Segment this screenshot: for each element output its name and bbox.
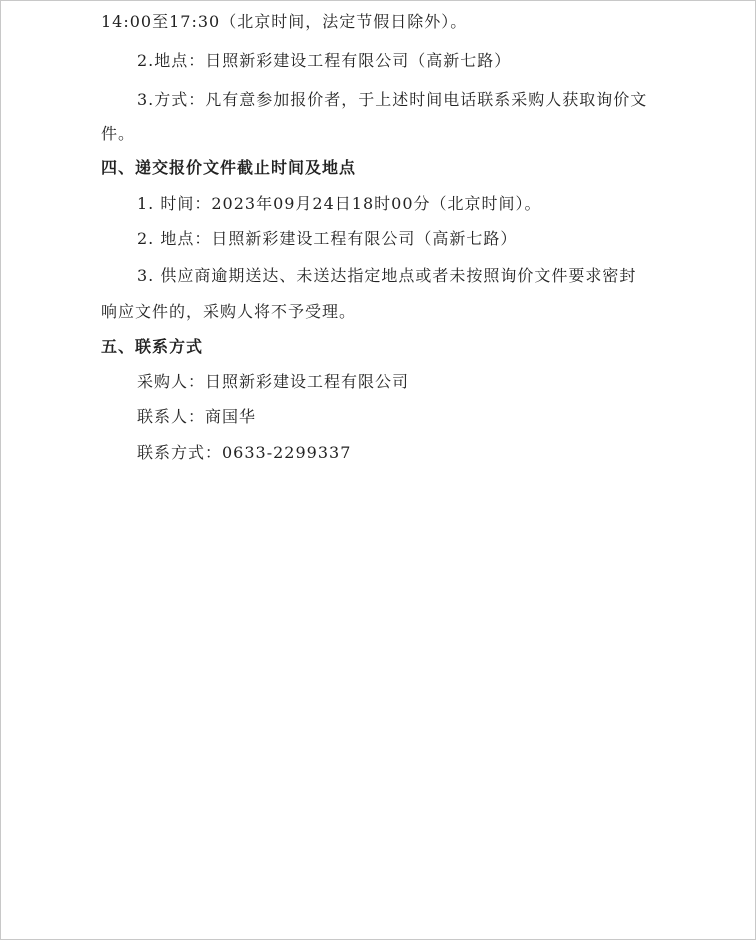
section4-heading: 四、递交报价文件截止时间及地点 [101, 158, 357, 177]
fetch-method-line1: 3.方式：凡有意参加报价者，于上述时间电话联系采购人获取询价文 [137, 90, 648, 109]
deadline-time: 1. 时间：2023年09月24日18时00分（北京时间）。 [137, 194, 542, 213]
deadline-note-line2: 响应文件的，采购人将不予受理。 [101, 302, 357, 321]
contact-phone: 联系方式：0633-2299337 [137, 443, 352, 462]
section5-heading: 五、联系方式 [101, 337, 204, 356]
deadline-place: 2. 地点：日照新彩建设工程有限公司（高新七路） [137, 229, 518, 248]
contact-person: 联系人：商国华 [137, 407, 257, 426]
deadline-note-line1: 3. 供应商逾期送达、未送达指定地点或者未按照询价文件要求密封 [137, 266, 637, 285]
fetch-method-line2: 件。 [101, 124, 136, 143]
buyer: 采购人：日照新彩建设工程有限公司 [137, 372, 410, 391]
fetch-place: 2.地点：日照新彩建设工程有限公司（高新七路） [137, 51, 512, 70]
time-continuation: 14:00至17:30（北京时间，法定节假日除外）。 [101, 12, 468, 31]
